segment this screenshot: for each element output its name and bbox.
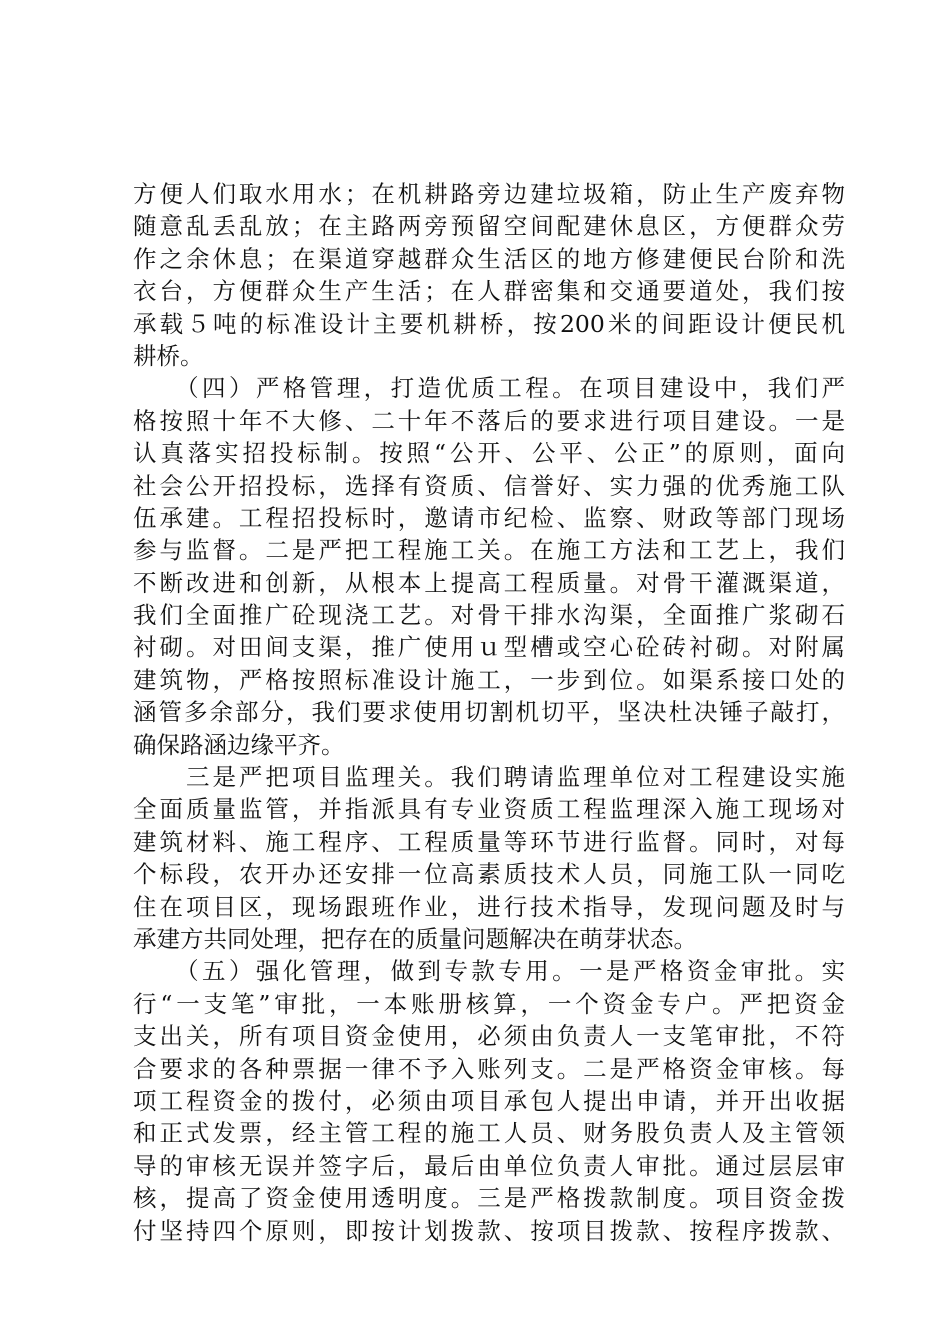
text-line: 确保路涵边缘平齐。: [133, 730, 345, 759]
text-line: 个标段，农开办还安排一位高素质技术人员，同施工队一同吃: [133, 860, 845, 889]
text-line: 导的审核无误并签字后，最后由单位负责人审批。通过层层审: [133, 1151, 845, 1180]
text-line: 衬砌。对田间支渠，推广使用ｕ型槽或空心砼砖衬砌。对附属: [133, 633, 845, 662]
text-line: 认真落实招投标制。按照“公开、公平、公正”的原则，面向: [133, 439, 845, 468]
text-line: 方便人们取水用水；在机耕路旁边建垃圾箱，防止生产废弃物: [133, 180, 845, 208]
text-line: 承载５吨的标准设计主要机耕桥，按200米的间距设计便民机: [133, 309, 845, 338]
text-line: 项工程资金的拨付，必须由项目承包人提出申请，并开出收据: [133, 1086, 845, 1115]
text-line: 住在项目区，现场跟班作业，进行技术指导，发现问题及时与: [133, 892, 845, 921]
text-line: 随意乱丢乱放；在主路两旁预留空间配建休息区，方便群众劳: [133, 212, 845, 241]
text-line: 行“一支笔”审批，一本账册核算，一个资金专户。严把资金: [133, 989, 845, 1018]
text-line: 涵管多余部分，我们要求使用切割机切平，坚决杜决锤子敲打，: [133, 698, 845, 727]
text-line: 社会公开招投标，选择有资质、信誉好、实力强的优秀施工队: [133, 471, 845, 500]
text-line: 核，提高了资金使用透明度。三是严格拨款制度。项目资金拨: [133, 1184, 845, 1213]
text-line: 作之余休息；在渠道穿越群众生活区的地方修建便民台阶和洗: [133, 244, 845, 273]
text-line: 支出关，所有项目资金使用，必须由负责人一支笔审批，不符: [133, 1022, 845, 1051]
text-line: 合要求的各种票据一律不予入账列支。二是严格资金审核。每: [133, 1054, 845, 1083]
text-line: 参与监督。二是严把工程施工关。在施工方法和工艺上，我们: [133, 536, 845, 565]
text-line: 三是严把项目监理关。我们聘请监理单位对工程建设实施: [133, 763, 845, 792]
text-line: 衣台，方便群众生产生活；在人群密集和交通要道处，我们按: [133, 277, 845, 306]
text-line: 和正式发票，经主管工程的施工人员、财务股负责人及主管领: [133, 1119, 845, 1148]
text-line: （四）严格管理，打造优质工程。在项目建设中，我们严: [133, 374, 845, 403]
text-line: 我们全面推广砼现浇工艺。对骨干排水沟渠，全面推广浆砌石: [133, 601, 845, 630]
text-line: （五）强化管理，做到专款专用。一是严格资金审批。实: [133, 957, 845, 986]
text-line: 付坚持四个原则，即按计划拨款、按项目拨款、按程序拨款、: [133, 1216, 845, 1245]
text-line: 格按照十年不大修、二十年不落后的要求进行项目建设。一是: [133, 406, 845, 435]
text-line: 全面质量监管，并指派具有专业资质工程监理深入施工现场对: [133, 795, 845, 824]
text-line: 耕桥。: [133, 341, 204, 370]
text-line: 伍承建。工程招投标时，邀请市纪检、监察、财政等部门现场: [133, 503, 845, 532]
document-body: [133, 178, 845, 1247]
text-line: 建筑材料、施工程序、工程质量等环节进行监督。同时，对每: [133, 827, 845, 856]
text-line: 不断改进和创新，从根本上提高工程质量。对骨干灌溉渠道，: [133, 568, 845, 597]
text-line: 承建方共同处理，把存在的质量问题解决在萌芽状态。: [133, 924, 697, 953]
text-line: 建筑物，严格按照标准设计施工，一步到位。如渠系接口处的: [133, 665, 845, 694]
